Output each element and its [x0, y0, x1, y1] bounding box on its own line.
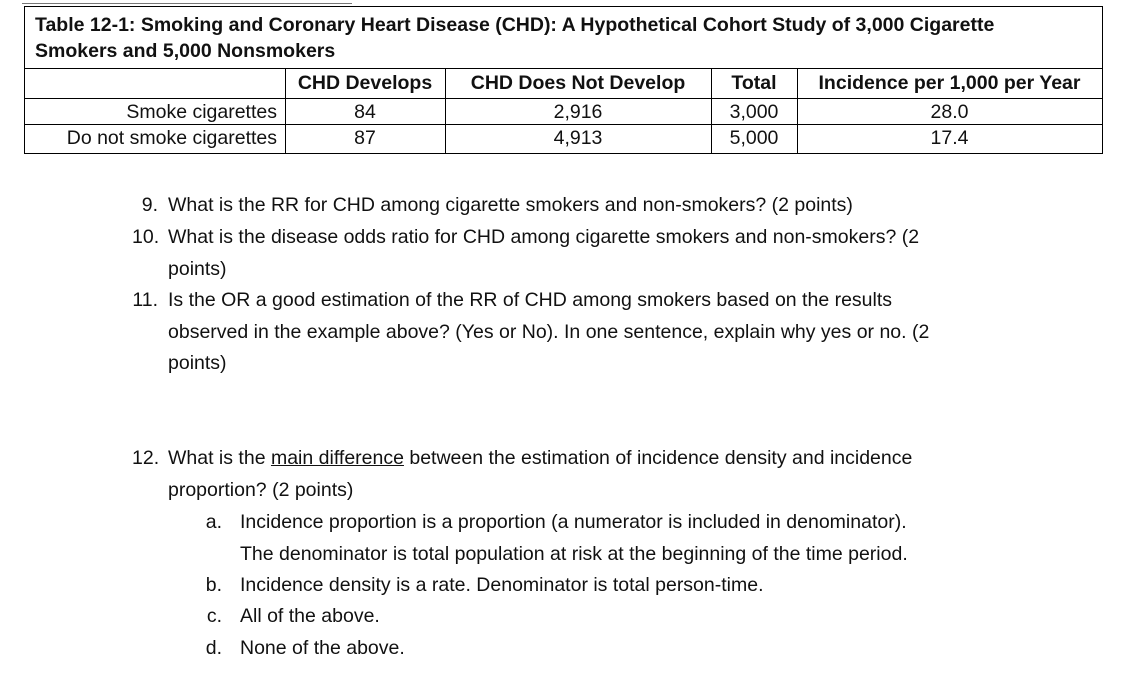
caption-divider: [25, 68, 1102, 69]
option-letter: b.: [205, 574, 222, 596]
question-line: points): [168, 257, 227, 280]
table-caption: [35, 12, 1095, 64]
table-cell: 17.4: [930, 127, 969, 149]
top-rule: [22, 0, 352, 4]
header-chd-not-develop: CHD Does Not Develop: [470, 72, 686, 94]
question-number: 12.: [132, 447, 160, 469]
row-label-smokers: Smoke cigarettes: [126, 101, 277, 123]
header-incidence: Incidence per 1,000 per Year: [818, 72, 1081, 94]
option-text: [240, 570, 764, 602]
question-number: 11.: [132, 289, 158, 311]
table-cell: 2,916: [553, 101, 603, 123]
table-cell: 28.0: [930, 101, 969, 123]
table-cell: 84: [354, 101, 376, 123]
option-text: [240, 601, 380, 633]
question-text: [168, 190, 853, 222]
header-total: Total: [731, 72, 777, 94]
question-number: 9.: [141, 194, 158, 216]
option-letter: c.: [206, 605, 222, 627]
question-line: What is the disease odds ratio for CHD among cigarette smokers and non-smokers? (2: [168, 226, 920, 248]
table-caption-line-1: Table 12-1: Smoking and Coronary Heart Disease (CHD): A Hypothetical Cohort Study of 3,000 Cigarette: [35, 14, 995, 36]
question-line: proportion? (2 points): [168, 478, 354, 501]
table-cell: 5,000: [729, 127, 779, 149]
option-line: Incidence proportion is a proportion (a numerator is included in denominator).: [240, 511, 907, 533]
row-label-nonsmokers: Do not smoke cigarettes: [66, 127, 277, 149]
table-caption-line-2: Smokers and 5,000 Nonsmokers: [35, 40, 336, 62]
question-line: [168, 443, 912, 475]
option-text: [240, 507, 908, 570]
question-line: points): [168, 352, 227, 374]
question-fragment: between the estimation of incidence density and incidence: [403, 447, 913, 469]
question-text: [168, 285, 929, 380]
question-line: observed in the example above? (Yes or No). In one sentence, explain why yes or no. (2: [168, 320, 930, 343]
table-cell: 4,913: [553, 127, 603, 149]
question-text: [168, 443, 912, 506]
option-line: None of the above.: [240, 637, 405, 659]
option-line: All of the above.: [240, 605, 380, 627]
header-chd-develops: CHD Develops: [297, 72, 433, 94]
option-line: The denominator is total population at risk at the beginning of the time period.: [240, 542, 908, 565]
question-text: [168, 222, 919, 285]
data-table: [24, 6, 1103, 154]
option-letter: a.: [205, 511, 222, 533]
table-cell: 87: [354, 127, 376, 149]
question-line: What is the RR for CHD among cigarette smokers and non-smokers? (2 points): [168, 194, 853, 216]
option-letter: d.: [205, 637, 222, 659]
question-number: 10.: [132, 226, 160, 248]
table-cell: 3,000: [729, 101, 779, 123]
underlined-phrase: main difference: [270, 447, 404, 469]
question-fragment: What is the: [168, 447, 271, 469]
option-line: Incidence density is a rate. Denominator is total person-time.: [240, 574, 764, 596]
question-line: Is the OR a good estimation of the RR of CHD among smokers based on the results: [168, 289, 893, 311]
option-text: [240, 633, 405, 665]
